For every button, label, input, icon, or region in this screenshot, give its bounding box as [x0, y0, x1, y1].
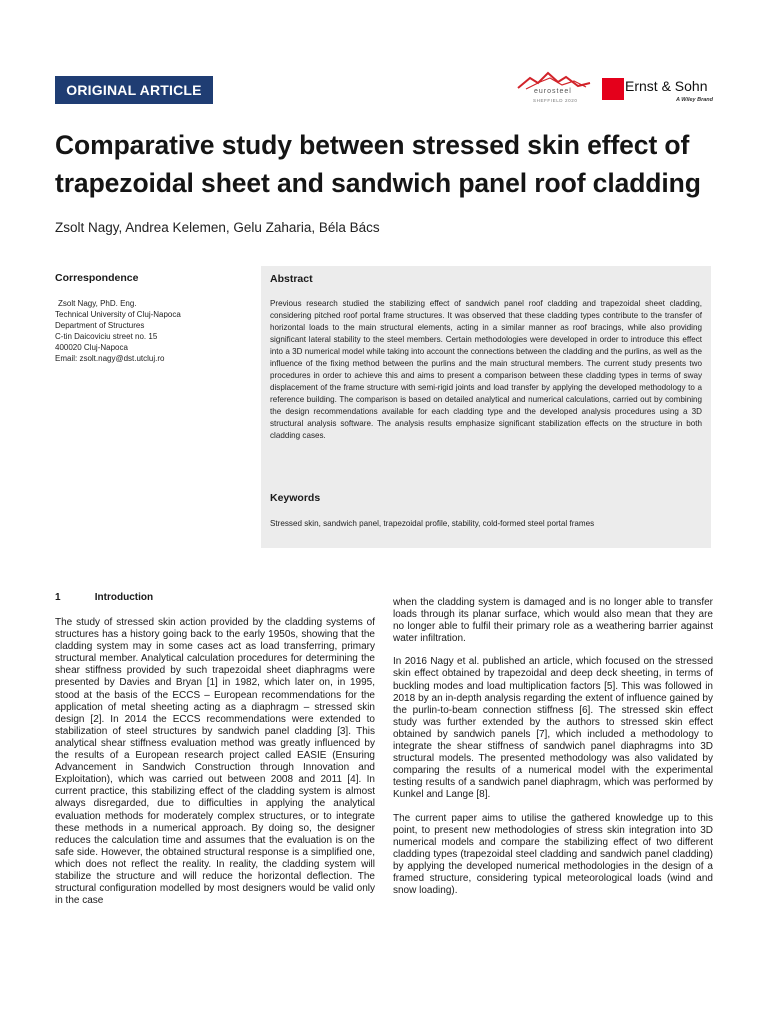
body-paragraph: The current paper aims to utilise the gathered knowledge up to this point, to present new methodologies of stress skin integration into 3D numerical models and compare the stabilizing effect of two different cladding types (trapezoidal steel cladding and sandwich panel cladding) by applying the developed numerical methodologies in the design of a framed structure, considering typical meteorological loads (wind and snow loading). — [393, 812, 713, 897]
correspondence-line: Zsolt Nagy, PhD. Eng. — [58, 299, 137, 308]
body-paragraph: when the cladding system is damaged and is no longer able to transfer loads through its planar surface, which would also mean that they are no longer able to fulfil their primary role as a weathering barrier against water infiltration. — [393, 597, 713, 645]
section-number: 1 — [55, 592, 61, 603]
header-logos — [510, 70, 715, 110]
article-type-badge: ORIGINAL ARTICLE — [55, 76, 213, 104]
correspondence-line: Department of Structures — [55, 321, 145, 330]
article-title: Comparative study between stressed skin effect of trapezoidal sheet and sandwich panel roof cladding — [55, 130, 701, 198]
eurosteel-subtitle: SHEFFIELD 2020 — [533, 98, 578, 103]
correspondence-line: 400020 Cluj-Napoca — [55, 343, 128, 352]
eurosteel-name: eurosteel — [534, 88, 572, 95]
body-paragraph: The study of stressed skin action provided by the cladding systems of structures has a history going back to the early 1950s, showing that the cladding system may in some cases act as load transferring, primary structural member. Analytical calculation procedures for determining the shear stiffness provided by such trapezoidal sheet diaphragms were presented by Davies and Bryan [1] in 1982, which later on, in 1995, stood at the basis of the ECCS – European recommendations for the application of metal sheeting acting as a diaphragm – stressed skin design [2]. In 2014 the ECCS recommendations were extended to stabilization of steel structures by sandwich panel cladding [3]. This analytical shear stiffness evaluation method was greatly influenced by the results of a European research project called EASIE (Ensuring Advancement in Sandwich Construction through Innovation and Exploitation), which was carried out between 2008 and 2011 [4]. In current practice, this stabilizing effect of the cladding system is almost always disregarded, due to difficulties in applying the analytical evaluation methods for moderately complex structures, or to integrate these methods in a numerical approach. By doing so, the designer reduces the calculation time and assumes that the evaluation is on the safe side. However, the obtained structural response is a simplified one, which does not reflect the reality. In reality, the cladding system will stabilize the structure and will reduce the horizontal deflection. The structural configuration modelled by most designers would be valid only in the case — [55, 617, 375, 907]
ernst-sohn-subtitle: A Wiley Brand — [676, 97, 714, 103]
body-column-left — [55, 617, 375, 918]
correspondence-heading: Correspondence — [55, 272, 139, 284]
keywords-heading: Keywords — [270, 492, 321, 504]
body-paragraph: In 2016 Nagy et al. published an article, which focused on the stressed skin effect obtained by trapezoidal and deep deck sheeting, in terms of buckling modes and load multiplication factors [5]. This was followed in 2018 by an in-depth analysis regarding the extent of influence gained by the purlin-to-beam connection stiffness [6]. The stressed skin effect study was further extended by the authors to stressed skin effect obtained by sandwich panels [7], which included a methodology to integrate the shear stiffness of sandwich panel diaphragms into 3D structural models. The presented methodology was also validated by comparing the results of a numerical model with the experimental testing results of a sandwich panel diaphragm, which was performed by Kunkel and Lange [8]. — [393, 656, 713, 801]
correspondence-block — [55, 272, 255, 364]
eurosteel-logo — [516, 70, 594, 110]
section-heading — [55, 592, 153, 603]
ernst-sohn-name: Ernst & Sohn — [625, 78, 708, 94]
correspondence-line: Technical University of Cluj-Napoca — [55, 310, 181, 319]
correspondence-line: C-tin Daicoviciu street no. 15 — [55, 332, 158, 341]
correspondence-email[interactable]: Email: zsolt.nagy@dst.utcluj.ro — [55, 354, 165, 363]
abstract-text: Previous research studied the stabilizing effect of sandwich panel roof cladding and trapezoidal sheet cladding, considering pitched roof portal frame structures. It was observed that these cladding types contribute to the transfer of horizontal loads to the main structural elements, acting in a similar manner as roof bracings, while also providing significant lateral stability to the steel members. Certain methodologies were developed in order to introduce this effect into a 3D numerical model while taking into account the connections between the cladding and the purlins, as well as the influence of the fixing method between the purlins and the main structural members. The current study presents two procedures in order to achieve this and aims to present a comparison between these cladding types in terms of sway displacement of the frame structure with semi-rigid joints and load transfer by applying the developed methodology to a reference building. The comparison is based on detailed analytical and numerical calculations, carried out by combining the design recommendations available for each cladding type and the developed analysis procedures using a 3D structural analysis software. The analysis results emphasize significant stabilization effects on the structure in both cladding cases. — [270, 299, 702, 440]
abstract-panel — [261, 266, 711, 548]
eurosteel-roof-icon — [516, 70, 594, 90]
keywords-text: Stressed skin, sandwich panel, trapezoidal profile, stability, cold-formed steel portal frames — [270, 519, 595, 528]
ernst-sohn-logo-square — [602, 78, 624, 100]
body-column-right — [393, 597, 713, 908]
abstract-heading: Abstract — [270, 273, 313, 285]
author-list: Zsolt Nagy, Andrea Kelemen, Gelu Zaharia, Béla Bács — [55, 220, 380, 235]
section-title: Introduction — [94, 592, 154, 603]
